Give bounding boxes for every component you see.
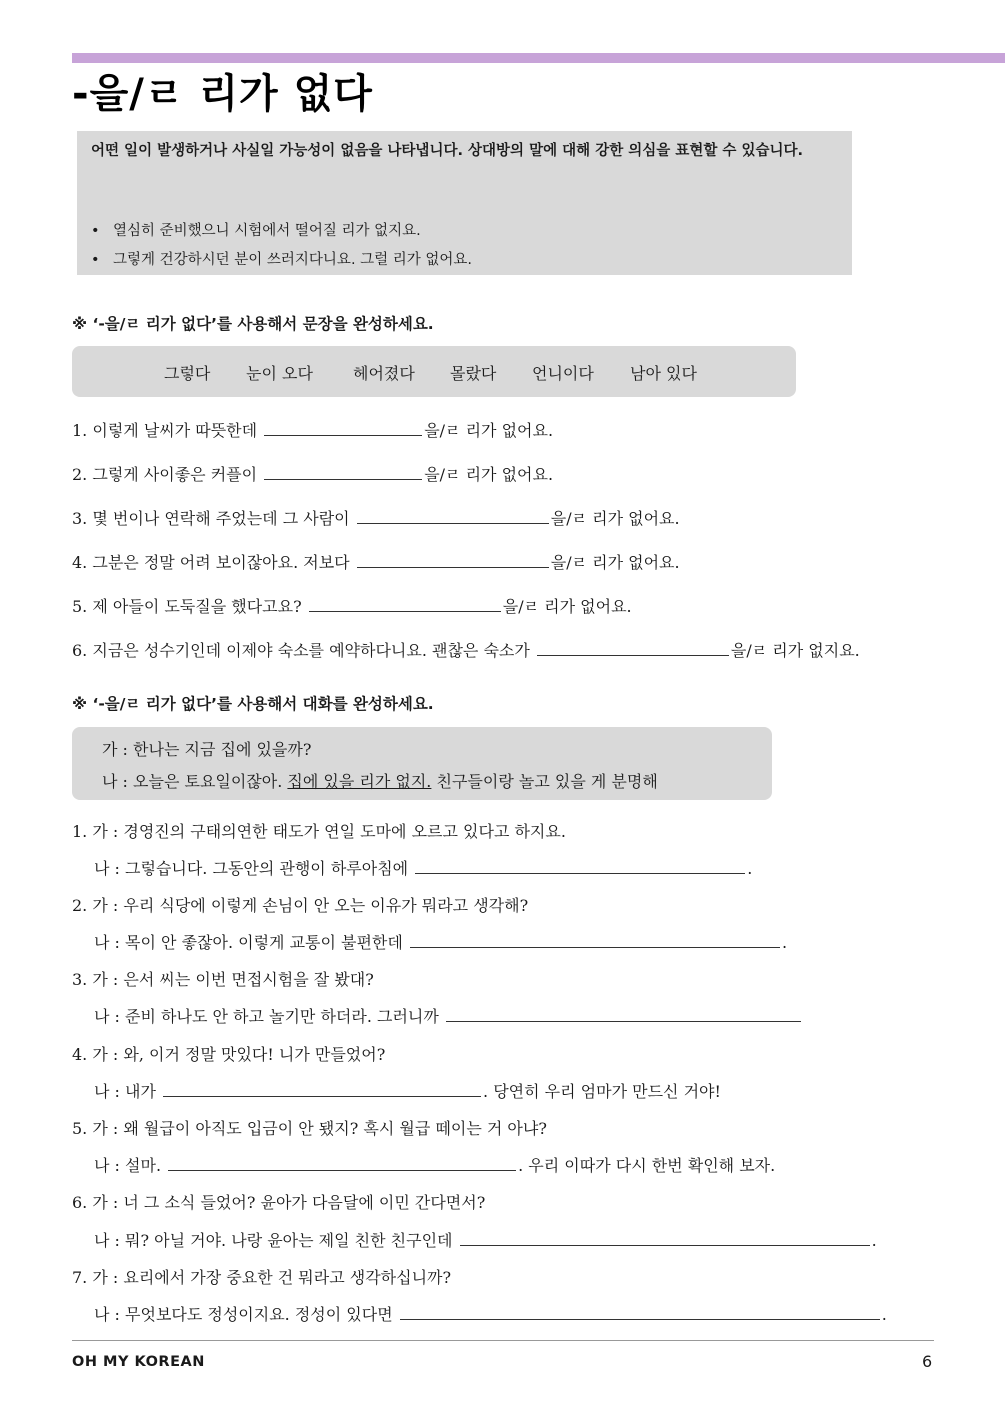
footer-brand: OH MY KOREAN [72,1354,205,1370]
exercise-question-3 [72,506,680,529]
dialogue-na-ending: . [881,1305,887,1324]
dialogue-na-ending: . 우리 이따가 다시 한번 확인해 보자. [518,1156,776,1175]
word-bank-item: 몰랐다 [450,364,497,383]
dialogue-number: 4. [72,1045,88,1064]
question-ending: 을/ㄹ 리가 없어요. [424,465,554,484]
word-bank-item: 눈이 오다 [246,364,313,383]
description-box [77,131,852,275]
answer-blank[interactable] [446,1005,801,1022]
answer-blank[interactable] [410,931,780,948]
question-text: 그렇게 사이좋은 커플이 [92,465,258,484]
speaker-label-ga: 가 : [92,1119,119,1138]
speaker-label-ga: 가 : [92,1193,119,1212]
answer-blank[interactable] [357,551,549,568]
dialogue-ga-text: 경영진의 구태의연한 태도가 연일 도마에 오르고 있다고 하지요. [123,822,566,841]
dialogue-number: 7. [72,1268,88,1287]
speaker-label-na: 나 : [102,772,128,791]
dialogue-example-box [72,727,772,800]
dialogue-2-na [94,930,787,953]
example-sentence-text: 그렇게 건강하시던 분이 쓰러지다니요. 그럴 리가 없어요. [113,252,473,268]
speaker-label-na: 나 : [94,1007,120,1026]
question-ending: 을/ㄹ 리가 없어요. [550,509,680,528]
example-answer: 집에 있을 리가 없지. [287,772,432,791]
example-sentence-2 [91,248,472,269]
footer-divider [72,1340,934,1341]
page-title: -을/ㄹ 리가 없다 [72,71,373,117]
bullet-icon: • [91,252,100,268]
speaker-label-ga: 가 : [92,822,119,841]
question-number: 3. [72,509,88,528]
dialogue-5-na [94,1153,775,1176]
dialogue-3-ga [72,967,374,990]
question-ending: 을/ㄹ 리가 없어요. [550,553,680,572]
example-line-na [102,769,658,792]
dialogue-number: 3. [72,970,88,989]
question-text: 지금은 성수기인데 이제야 숙소를 예약하다니요. 괜찮은 숙소가 [92,641,530,660]
bullet-icon: • [91,223,100,239]
dialogue-ga-text: 왜 월급이 아직도 입금이 안 됐지? 혹시 월급 떼이는 거 아냐? [123,1119,547,1138]
dialogue-number: 1. [72,822,88,841]
question-text: 몇 번이나 연락해 주었는데 그 사람이 [92,509,350,528]
dialogue-7-na [94,1302,887,1325]
speaker-label-na: 나 : [94,1156,120,1175]
dialogue-1-ga [72,819,566,842]
speaker-label-na: 나 : [94,1305,120,1324]
question-ending: 을/ㄹ 리가 없지요. [730,641,860,660]
dialogue-3-na [94,1004,803,1027]
dialogue-6-ga [72,1190,485,1213]
example-na-ending: 친구들이랑 놀고 있을 게 분명해 [436,772,658,791]
speaker-label-na: 나 : [94,1082,120,1101]
answer-blank[interactable] [415,857,745,874]
dialogue-na-text: 준비 하나도 안 하고 놀기만 하더라. 그러니까 [125,1007,439,1026]
description-text: 어떤 일이 발생하거나 사실일 가능성이 없음을 나타냅니다. 상대방의 말에 대해 강한 의심을 표현할 수 있습니다. [91,143,804,159]
question-ending: 을/ㄹ 리가 없어요. [424,421,554,440]
dialogue-ga-text: 은서 씨는 이번 면접시험을 잘 봤대? [123,970,374,989]
word-bank-item: 헤어졌다 [353,364,415,383]
dialogue-na-ending: . [871,1231,877,1250]
dialogue-na-text: 설마. [125,1156,162,1175]
dialogue-ga-text: 우리 식당에 이렇게 손님이 안 오는 이유가 뭐라고 생각해? [123,896,529,915]
dialogue-4-ga [72,1042,385,1065]
speaker-label-ga: 가 : [92,1045,119,1064]
question-number: 5. [72,597,88,616]
example-line-ga [102,737,311,760]
dialogue-number: 2. [72,896,88,915]
dialogue-ga-text: 요리에서 가장 중요한 건 뭐라고 생각하십니까? [123,1268,452,1287]
question-number: 1. [72,421,88,440]
exercise-question-6 [72,638,860,661]
question-number: 2. [72,465,88,484]
dialogue-na-text: 내가 [125,1082,156,1101]
section1-heading: ※ ‘-을/ㄹ 리가 없다’를 사용해서 문장을 완성하세요. [72,315,434,333]
answer-blank[interactable] [309,595,501,612]
dialogue-na-text: 뭐? 아닐 거야. 나랑 윤아는 제일 친한 친구인데 [125,1231,453,1250]
example-ga-text: 한나는 지금 집에 있을까? [133,740,312,759]
speaker-label-ga: 가 : [102,740,128,759]
question-text: 그분은 정말 어려 보이잖아요. 저보다 [92,553,350,572]
speaker-label-na: 나 : [94,859,120,878]
word-bank-item: 그렇다 [164,364,211,383]
answer-blank[interactable] [537,639,729,656]
dialogue-na-ending: . [747,859,753,878]
word-bank-item: 남아 있다 [630,364,697,383]
exercise-question-2 [72,462,553,485]
question-number: 4. [72,553,88,572]
dialogue-4-na [94,1079,721,1102]
dialogue-number: 5. [72,1119,88,1138]
answer-blank[interactable] [168,1154,516,1171]
dialogue-na-text: 무엇보다도 정성이지요. 정성이 있다면 [125,1305,393,1324]
dialogue-5-ga [72,1116,547,1139]
speaker-label-ga: 가 : [92,896,119,915]
answer-blank[interactable] [163,1080,481,1097]
dialogue-ga-text: 와, 이거 정말 맛있다! 니가 만들었어? [123,1045,386,1064]
dialogue-na-text: 목이 안 좋잖아. 이렇게 교통이 불편한데 [125,933,403,952]
dialogue-na-ending: . 당연히 우리 엄마가 만드신 거야! [483,1082,721,1101]
dialogue-6-na [94,1228,877,1251]
dialogue-ga-text: 너 그 소식 들었어? 윤아가 다음달에 이민 간다면서? [123,1193,486,1212]
answer-blank[interactable] [357,507,549,524]
exercise-question-1 [72,418,553,441]
section2-heading: ※ ‘-을/ㄹ 리가 없다’를 사용해서 대화를 완성하세요. [72,695,434,713]
dialogue-na-ending: . [781,933,788,952]
word-bank-item: 언니이다 [532,364,594,383]
dialogue-7-ga [72,1265,451,1288]
dialogue-na-text: 그렇습니다. 그동안의 관행이 하루아침에 [125,859,409,878]
speaker-label-ga: 가 : [92,1268,119,1287]
dialogue-number: 6. [72,1193,88,1212]
dialogue-1-na [94,856,752,879]
dialogue-2-ga [72,893,528,916]
answer-blank[interactable] [264,419,422,436]
word-bank [72,346,796,397]
answer-blank[interactable] [400,1303,880,1320]
example-sentence-1 [91,219,421,240]
example-na-text: 오늘은 토요일이잖아. [133,772,283,791]
speaker-label-na: 나 : [94,1231,120,1250]
speaker-label-na: 나 : [94,933,120,952]
answer-blank[interactable] [264,463,422,480]
question-number: 6. [72,641,88,660]
exercise-question-4 [72,550,680,573]
question-text: 제 아들이 도둑질을 했다고요? [92,597,302,616]
question-ending: 을/ㄹ 리가 없어요. [502,597,632,616]
speaker-label-ga: 가 : [92,970,119,989]
answer-blank[interactable] [460,1229,870,1246]
question-text: 이렇게 날씨가 따뜻한데 [92,421,258,440]
example-sentence-text: 열심히 준비했으니 시험에서 떨어질 리가 없지요. [113,223,421,239]
page-number: 6 [922,1352,933,1371]
exercise-question-5 [72,594,632,617]
